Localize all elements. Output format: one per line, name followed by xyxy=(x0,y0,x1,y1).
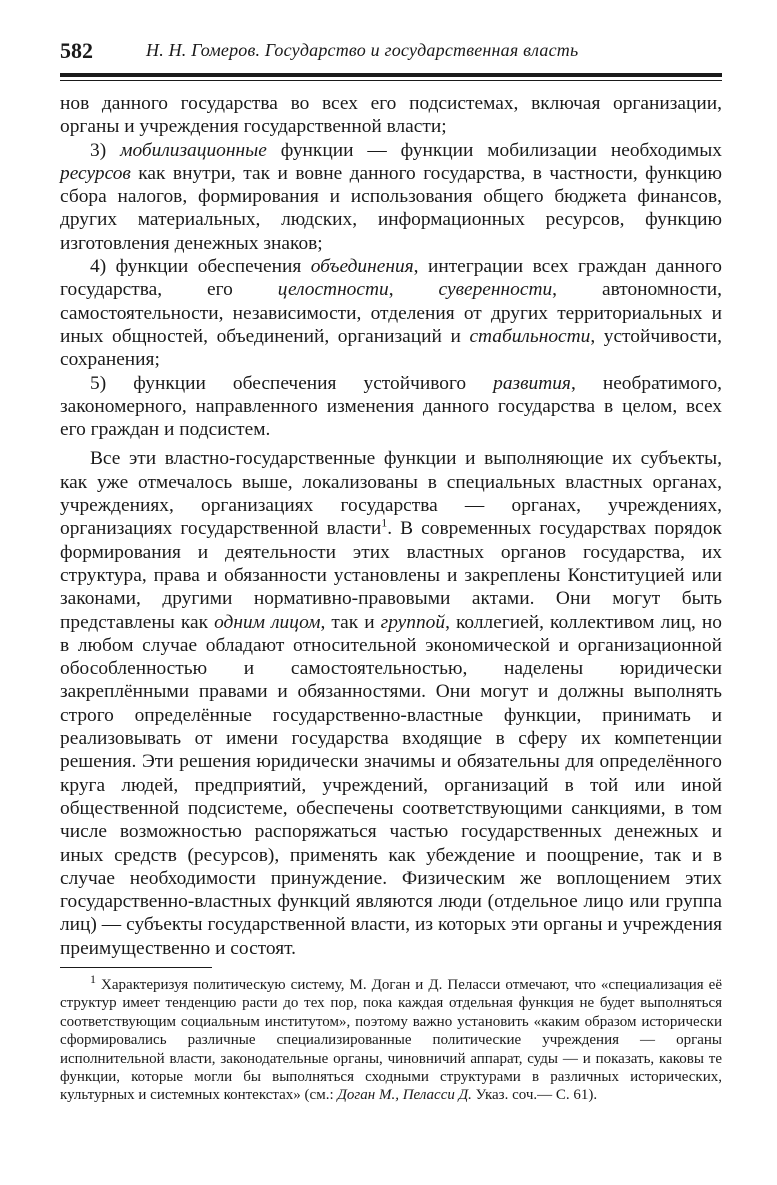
text-run: , автономности, самостоятельности, независимости, отделения от других территориальных и иных общностей, объединений, организаций и xyxy=(60,279,722,347)
italic-term: группой xyxy=(380,611,446,633)
text-run: как внутри, так и вовне данного государства, в частности, функцию сбора налогов, формирования и использования общего бюджета финансов, других материальных, людских, информационных ресурсов, функцию изготовления денежных знаков; xyxy=(60,162,722,254)
italic-term: объединения xyxy=(310,256,414,278)
italic-term: мобилизационные xyxy=(120,139,267,161)
text-run: , так и xyxy=(320,611,381,633)
italic-term: стабильности xyxy=(469,325,591,347)
text-run: , устойчивости, сохранения; xyxy=(60,325,722,371)
page-number: 582 xyxy=(60,38,93,63)
text-run: , xyxy=(388,279,439,301)
paragraph: нов данного государства во всех его подсистемах, включая организации, органы и учреждения государственной власти; xyxy=(60,93,722,138)
footnote-text xyxy=(60,972,722,1105)
body-text xyxy=(60,92,722,960)
text-run: 3) xyxy=(90,139,121,161)
text-run: Все эти властно-государственные функции и выполняющие их субъекты, как уже отмечалось выше, локализованы в специальных властных органах, учреждениях, организациях государства — органах, учреждениях, организациях государственной власти xyxy=(60,448,722,540)
text-run: , коллегией, коллективом лиц, но в любом случае обладают относительной экономической и организационной обособленностью и самостоятельностью, наделены юридически закреплёнными правами и обязанностями. Они могут и должны выполнять строго определённые государственно-властные функции, принимать и реализовывать от имени государства входящие в сферу их компетенции решения. Эти решения юридически значимы и обязательны для определённого круга людей, предприятий, учреждений, организаций в той или иной общественной подсистеме, обеспечены соответствующими санкциями, в том числе возможностью распоряжаться частью государственных денежных и иных средств (ресурсов), применять как убеждение и поощрение, так и в случае необходимости принуждение. Физическим же воплощением этих государственно-властных функций являются люди (отдельное лицо или группа лиц) — субъекты государственной власти, из которых эти органы и учреждения преимущественно и состоят. xyxy=(60,611,722,959)
italic-term: ресурсов xyxy=(60,162,131,184)
text-run: Указ. соч.— С. 61). xyxy=(471,1087,598,1104)
text-run: функции — функции мобилизации необходимых xyxy=(266,139,722,161)
text-run: . В современных государствах порядок формирования и деятельности этих властных органов государства, их структура, права и обязанности установлены и закреплены Конституцией или законами, другими нормативно-правовыми актами. Они могут быть представлены как xyxy=(60,518,722,633)
text-run: Характеризуя политическую систему, М. Доган и Д. Пеласси отмечают, что «специализация её структур имеет тенденцию расти до тех пор, пока каждая отдельная функция не будет выполняться соответствующим социальным институтом», поэтому важно установить «каким образом исторически сформировались различные специализированные политические учреждения — органы исполнительной власти, законодательные органы, чиновничий аппарат, суды — и показать, каковы те функции, которые могли бы выполняться сходными структурами в различных исторических, культурных и системных контекстах» (см.: xyxy=(60,977,722,1104)
italic-term: суверенности xyxy=(438,279,553,301)
footnote-marker: 1 xyxy=(90,972,96,986)
paragraph xyxy=(60,139,722,255)
paragraph xyxy=(60,447,722,960)
paragraph xyxy=(60,255,722,371)
running-head: Н. Н. Гомеров. Государство и государственная власть xyxy=(146,40,579,60)
header-rule-thick xyxy=(60,73,722,77)
text-run: 4) функции обеспечения xyxy=(90,256,311,278)
italic-term: одним лицом xyxy=(214,611,321,633)
paragraph xyxy=(60,372,722,442)
text-run: 5) функции обеспечения устойчивого xyxy=(90,372,494,394)
text-run: , необратимого, закономерного, направленного изменения данного государства в целом, всех его граждан и подсистем. xyxy=(60,372,722,441)
italic-term: Доган М., Пеласси Д. xyxy=(337,1087,472,1104)
italic-term: развития xyxy=(493,372,571,394)
footnote-rule xyxy=(60,967,212,968)
italic-term: целостности xyxy=(277,279,389,301)
footnote xyxy=(60,972,722,1105)
page-header xyxy=(60,38,722,68)
text-run: , интеграции всех граждан данного государства, его xyxy=(60,256,722,301)
header-rule-thin xyxy=(60,80,722,81)
footnote-reference[interactable]: 1 xyxy=(381,515,388,530)
